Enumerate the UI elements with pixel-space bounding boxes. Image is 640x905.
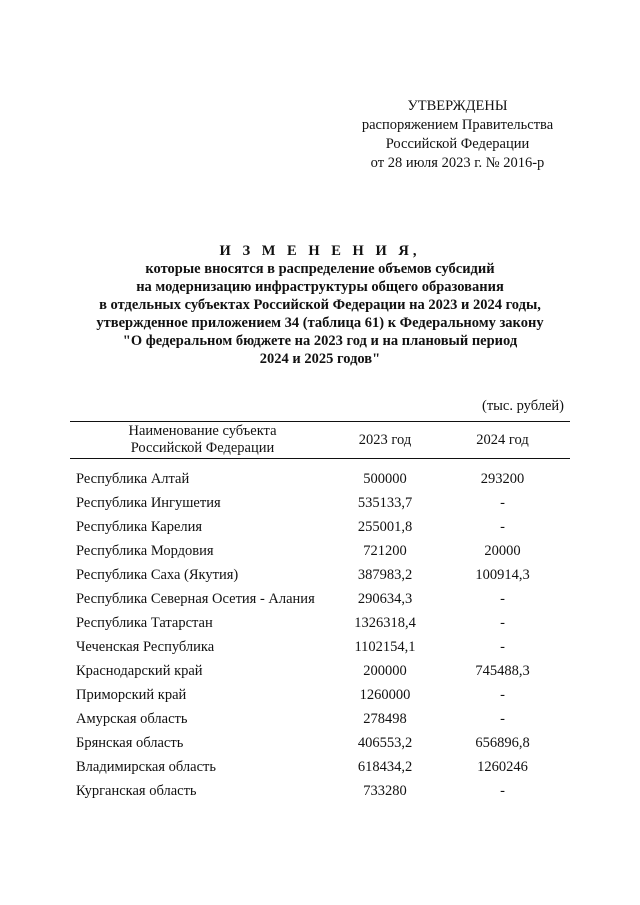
- region-name-cell: Республика Ингушетия: [76, 495, 221, 511]
- value-2023-cell: 1260000: [359, 687, 411, 703]
- value-2024-cell: -: [500, 711, 505, 727]
- table-row: [70, 539, 570, 563]
- region-name-cell: Чеченская Республика: [76, 639, 215, 655]
- heading-line-1: которые вносятся в распределение объемов субсидий: [145, 261, 495, 277]
- approval-block: [350, 97, 565, 173]
- table-row: [70, 731, 570, 755]
- value-2023-cell: 406553,2: [357, 735, 413, 751]
- value-2023-cell: 200000: [363, 663, 407, 679]
- value-2023-cell: 278498: [363, 711, 407, 727]
- value-2024-cell: -: [500, 687, 505, 703]
- table-row: [70, 635, 570, 659]
- region-name-cell: Республика Карелия: [76, 519, 203, 535]
- document-title: И З М Е Н Е Н И Я,: [219, 243, 421, 259]
- region-name-cell: Амурская область: [76, 711, 188, 727]
- document-heading: [60, 242, 580, 368]
- value-2024-cell: -: [500, 783, 505, 799]
- table-row: [70, 515, 570, 539]
- heading-line-5: "О федеральном бюджете на 2023 год и на плановый период: [122, 333, 518, 349]
- heading-line-6: 2024 и 2025 годов": [259, 351, 381, 367]
- value-2023-cell: 721200: [363, 543, 407, 559]
- table-body: [70, 459, 570, 804]
- approval-date: от 28 июля 2023 г. № 2016-р: [370, 155, 545, 171]
- heading-line-4: утвержденное приложением 34 (таблица 61) к Федеральному закону: [96, 315, 544, 331]
- table-row: [70, 563, 570, 587]
- table-row: [70, 755, 570, 779]
- region-name-cell: Краснодарский край: [76, 663, 203, 679]
- value-2024-cell: -: [500, 591, 505, 607]
- header-2024: 2024 год: [435, 422, 570, 459]
- value-2023-cell: 1102154,1: [354, 639, 416, 655]
- region-name-cell: Курганская область: [76, 783, 197, 799]
- value-2023-cell: 290634,3: [357, 591, 413, 607]
- header-region: [70, 422, 335, 459]
- approval-authority: Российской Федерации: [385, 136, 530, 152]
- header-region-line-2: Российской Федерации: [130, 440, 275, 456]
- units-label: (тыс. рублей): [482, 398, 564, 414]
- region-name-cell: Приморский край: [76, 687, 187, 703]
- value-2024-cell: 293200: [480, 471, 525, 487]
- table-row: [70, 491, 570, 515]
- region-name-cell: Республика Алтай: [76, 471, 190, 487]
- table-row: [70, 467, 570, 491]
- header-2023: 2023 год: [335, 422, 435, 459]
- value-2023-cell: 387983,2: [357, 567, 413, 583]
- value-2023-cell: 1326318,4: [354, 615, 416, 631]
- value-2024-cell: -: [500, 519, 505, 535]
- approval-decree: распоряжением Правительства: [361, 117, 554, 133]
- value-2024-cell: -: [500, 639, 505, 655]
- table-row: [70, 683, 570, 707]
- value-2024-cell: 745488,3: [475, 663, 530, 679]
- region-name-cell: Республика Северная Осетия - Алания: [76, 591, 315, 607]
- value-2024-cell: 20000: [484, 543, 521, 559]
- subsidies-table: [70, 421, 570, 803]
- approval-title: УТВЕРЖДЕНЫ: [407, 98, 508, 114]
- value-2024-cell: 100914,3: [475, 567, 530, 583]
- value-2023-cell: 618434,2: [357, 759, 413, 775]
- table-row: [70, 779, 570, 803]
- header-region-line-1: Наименование субъекта: [128, 423, 277, 439]
- region-name-cell: Владимирская область: [76, 759, 216, 775]
- table-row: [70, 611, 570, 635]
- value-2024-cell: -: [500, 495, 505, 511]
- value-2023-cell: 535133,7: [357, 495, 413, 511]
- value-2023-cell: 500000: [363, 471, 407, 487]
- region-name-cell: Брянская область: [76, 735, 184, 751]
- value-2024-cell: -: [500, 615, 505, 631]
- value-2023-cell: 733280: [363, 783, 407, 799]
- region-name-cell: Республика Татарстан: [76, 615, 213, 631]
- value-2024-cell: 1260246: [477, 759, 528, 775]
- table-row: [70, 659, 570, 683]
- value-2024-cell: 656896,8: [475, 735, 530, 751]
- heading-line-3: в отдельных субъектах Российской Федерации на 2023 и 2024 годы,: [99, 297, 541, 313]
- heading-line-2: на модернизацию инфраструктуры общего образования: [136, 279, 504, 295]
- value-2023-cell: 255001,8: [357, 519, 413, 535]
- table-header-row: [70, 422, 570, 459]
- region-name-cell: Республика Мордовия: [76, 543, 214, 559]
- table-row: [70, 707, 570, 731]
- region-name-cell: Республика Саха (Якутия): [76, 567, 239, 583]
- table-row: [70, 587, 570, 611]
- table-spacer: [70, 459, 570, 468]
